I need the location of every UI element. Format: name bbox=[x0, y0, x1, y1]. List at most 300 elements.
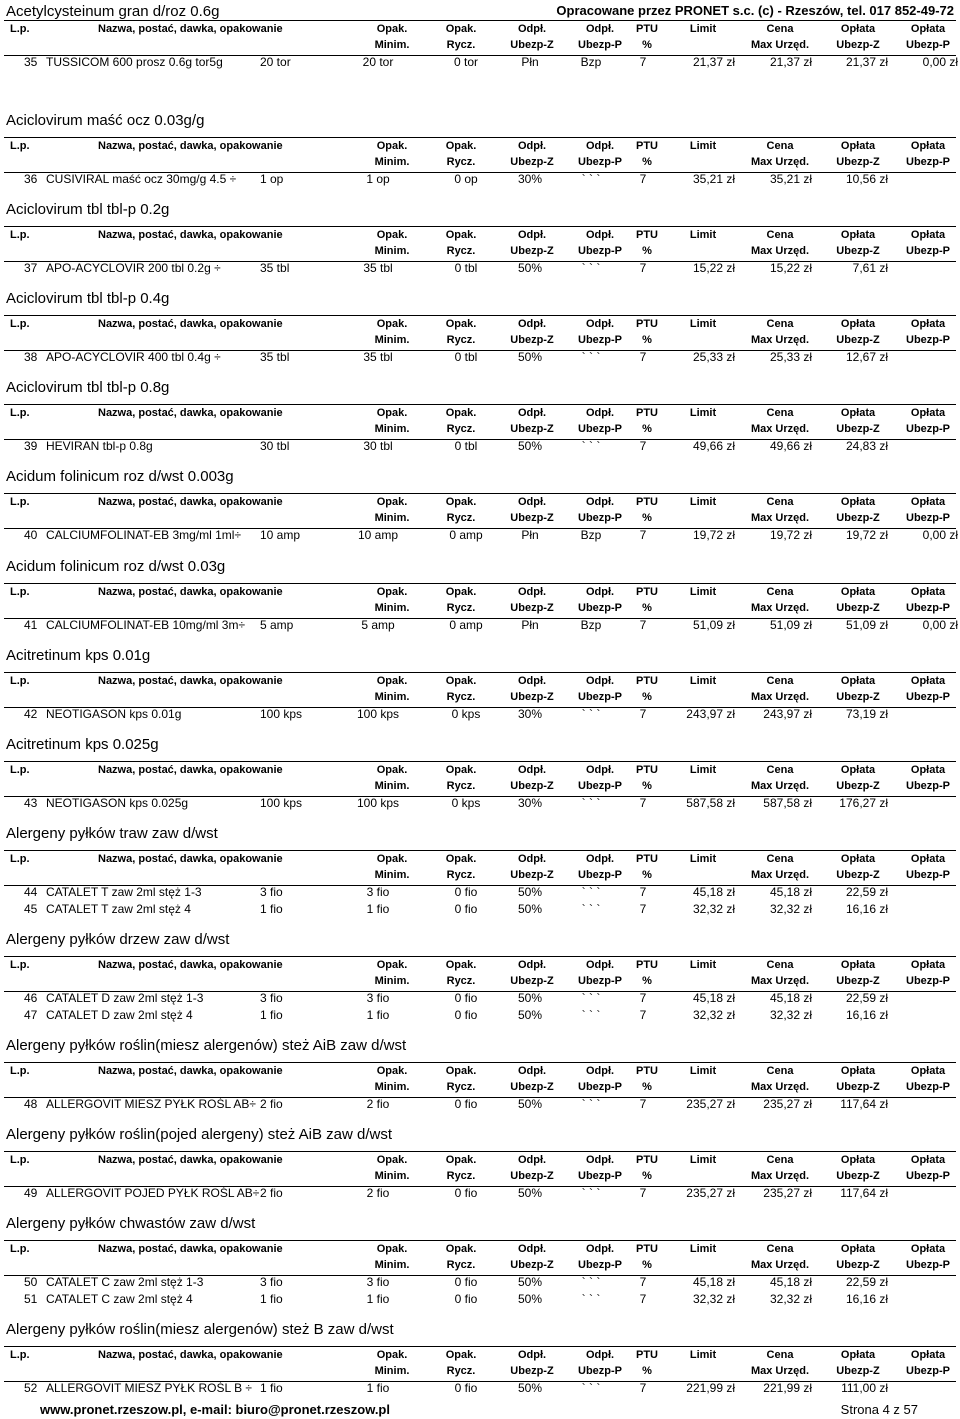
cell-opl-z: 22,59 zł bbox=[845, 885, 888, 899]
column-header: Opłata bbox=[840, 1154, 876, 1166]
column-header: Odpł. bbox=[585, 853, 615, 865]
cell-ptu: 7 bbox=[639, 350, 647, 364]
cell-opak-min: 1 fio bbox=[366, 1008, 390, 1022]
cell-opak-min: 35 tbl bbox=[363, 261, 393, 275]
column-header: % bbox=[642, 245, 652, 257]
column-header: Limit bbox=[689, 675, 717, 687]
column-header: Odpł. bbox=[585, 959, 615, 971]
cell-opak-min: 2 fio bbox=[366, 1097, 390, 1111]
cell-odpl-z: 50% bbox=[517, 991, 543, 1005]
cell-name: CATALET T zaw 2ml stęż 4 bbox=[46, 902, 191, 916]
cell-lp: 40 bbox=[24, 528, 38, 542]
cell-opak-rycz: 0 fio bbox=[454, 1275, 478, 1289]
cell-lp: 43 bbox=[24, 796, 38, 810]
cell-name: APO-ACYCLOVIR 400 tbl 0.4g ÷ bbox=[46, 350, 221, 364]
cell-opak-min: 35 tbl bbox=[363, 350, 393, 364]
column-header: Odpł. bbox=[585, 675, 615, 687]
footer-page-number: Strona 4 z 57 bbox=[840, 1402, 918, 1417]
cell-cena: 45,18 zł bbox=[769, 885, 812, 899]
cell-opak-rycz: 0 fio bbox=[454, 1186, 478, 1200]
cell-cena: 49,66 zł bbox=[769, 439, 812, 453]
column-header: Minim. bbox=[374, 1170, 410, 1182]
column-header: Opłata bbox=[840, 496, 876, 508]
cell-odpl-p: ` ` ` bbox=[581, 1381, 601, 1395]
column-header: Odpł. bbox=[585, 586, 615, 598]
column-header: Opak. bbox=[376, 496, 408, 508]
group-title: Alergeny pyłków roślin(miesz alergenów) steż AiB zaw d/wst bbox=[6, 1037, 407, 1054]
cell-ptu: 7 bbox=[639, 55, 647, 69]
cell-limit: 21,37 zł bbox=[692, 55, 735, 69]
column-header: Nazwa, postać, dawka, opakowanie bbox=[98, 1243, 283, 1255]
cell-odpl-z: 50% bbox=[517, 1381, 543, 1395]
column-header: L.p. bbox=[10, 1243, 30, 1255]
column-header: Cena bbox=[766, 496, 794, 508]
column-header: Rycz. bbox=[446, 1081, 476, 1093]
column-header: Ubezp-P bbox=[578, 691, 622, 703]
group-title: Acidum folinicum roz d/wst 0.03g bbox=[6, 558, 226, 575]
column-header: Limit bbox=[689, 959, 717, 971]
column-header: Opak. bbox=[445, 764, 477, 776]
column-header: Cena bbox=[766, 1154, 794, 1166]
cell-pack: 1 fio bbox=[260, 902, 283, 916]
column-header: Ubezp-P bbox=[906, 245, 950, 257]
column-header: Odpł. bbox=[585, 764, 615, 776]
cell-opak-min: 1 fio bbox=[366, 902, 390, 916]
group-title: Aciclovirum tbl tbl-p 0.8g bbox=[6, 379, 170, 396]
column-header: Opłata bbox=[840, 229, 876, 241]
column-header: Odpł. bbox=[517, 586, 547, 598]
table-header bbox=[4, 583, 956, 619]
column-header: Opłata bbox=[840, 959, 876, 971]
cell-limit: 51,09 zł bbox=[692, 618, 735, 632]
column-header: Opłata bbox=[840, 1349, 876, 1361]
cell-opl-z: 111,00 zł bbox=[841, 1381, 888, 1395]
column-header: Odpł. bbox=[517, 318, 547, 330]
cell-limit: 221,99 zł bbox=[686, 1381, 735, 1395]
column-header: Ubezp-Z bbox=[510, 1259, 554, 1271]
group-title: Alergeny pyłków chwastów zaw d/wst bbox=[6, 1215, 256, 1232]
cell-lp: 46 bbox=[24, 991, 38, 1005]
column-header: Opłata bbox=[910, 586, 946, 598]
column-header: Cena bbox=[766, 853, 794, 865]
table-row bbox=[0, 261, 960, 278]
column-header: Limit bbox=[689, 140, 717, 152]
cell-opl-z: 10,56 zł bbox=[845, 172, 888, 186]
cell-opak-min: 1 fio bbox=[366, 1381, 390, 1395]
column-header: Ubezp-Z bbox=[510, 691, 554, 703]
cell-opak-rycz: 0 amp bbox=[449, 528, 483, 542]
column-header: Nazwa, postać, dawka, opakowanie bbox=[98, 675, 283, 687]
cell-opl-z: 16,16 zł bbox=[845, 1292, 888, 1306]
column-header: L.p. bbox=[10, 496, 30, 508]
cell-opak-rycz: 0 kps bbox=[451, 796, 481, 810]
cell-odpl-p: ` ` ` bbox=[581, 261, 601, 275]
column-header: Opak. bbox=[445, 1154, 477, 1166]
column-header: Cena bbox=[766, 140, 794, 152]
cell-opak-rycz: 0 fio bbox=[454, 902, 478, 916]
column-header: L.p. bbox=[10, 1349, 30, 1361]
column-header: Ubezp-P bbox=[906, 1081, 950, 1093]
cell-limit: 45,18 zł bbox=[692, 1275, 735, 1289]
cell-odpl-z: Płn bbox=[521, 528, 539, 542]
column-header: Nazwa, postać, dawka, opakowanie bbox=[98, 764, 283, 776]
group-title: Acitretinum kps 0.025g bbox=[6, 736, 159, 753]
table-header bbox=[4, 1240, 956, 1276]
column-header: Ubezp-Z bbox=[510, 869, 554, 881]
column-header: Cena bbox=[766, 586, 794, 598]
column-header: Ubezp-Z bbox=[836, 1259, 880, 1271]
column-header: PTU bbox=[636, 23, 658, 35]
cell-pack: 100 kps bbox=[260, 707, 303, 721]
cell-opl-z: 22,59 zł bbox=[845, 991, 888, 1005]
cell-odpl-p: ` ` ` bbox=[581, 707, 601, 721]
column-header: Ubezp-P bbox=[906, 975, 950, 987]
cell-cena: 32,32 zł bbox=[769, 1008, 812, 1022]
column-header: Opak. bbox=[376, 853, 408, 865]
cell-limit: 32,32 zł bbox=[692, 1292, 735, 1306]
column-header: PTU bbox=[636, 1154, 658, 1166]
cell-lp: 47 bbox=[24, 1008, 38, 1022]
cell-cena: 25,33 zł bbox=[769, 350, 812, 364]
column-header: Ubezp-P bbox=[906, 423, 950, 435]
column-header: Limit bbox=[689, 586, 717, 598]
table-row bbox=[0, 1186, 960, 1203]
cell-lp: 49 bbox=[24, 1186, 38, 1200]
table-header bbox=[4, 956, 956, 992]
cell-opl-z: 117,64 zł bbox=[840, 1186, 888, 1200]
column-header: Opłata bbox=[840, 1065, 876, 1077]
cell-pack: 3 fio bbox=[260, 885, 283, 899]
column-header: Minim. bbox=[374, 39, 410, 51]
column-header: Opłata bbox=[910, 229, 946, 241]
column-header: Opak. bbox=[445, 1065, 477, 1077]
cell-limit: 45,18 zł bbox=[692, 991, 735, 1005]
column-header: Ubezp-P bbox=[578, 334, 622, 346]
column-header: % bbox=[642, 1081, 652, 1093]
column-header: Rycz. bbox=[446, 869, 476, 881]
cell-opl-p: 0,00 zł bbox=[922, 55, 958, 69]
cell-odpl-z: 50% bbox=[517, 261, 543, 275]
cell-cena: 587,58 zł bbox=[763, 796, 812, 810]
column-header: Opłata bbox=[910, 675, 946, 687]
column-header: % bbox=[642, 780, 652, 792]
column-header: Odpł. bbox=[517, 1154, 547, 1166]
column-header: Opłata bbox=[910, 318, 946, 330]
column-header: Opłata bbox=[840, 140, 876, 152]
column-header: Nazwa, postać, dawka, opakowanie bbox=[98, 853, 283, 865]
column-header: Ubezp-Z bbox=[510, 1170, 554, 1182]
column-header: Limit bbox=[689, 1065, 717, 1077]
column-header: Nazwa, postać, dawka, opakowanie bbox=[98, 407, 283, 419]
column-header: Minim. bbox=[374, 512, 410, 524]
column-header: L.p. bbox=[10, 140, 30, 152]
column-header: Ubezp-Z bbox=[836, 780, 880, 792]
table-row bbox=[0, 902, 960, 919]
column-header: Max Urzęd. bbox=[750, 1170, 810, 1182]
column-header: Opak. bbox=[376, 764, 408, 776]
cell-ptu: 7 bbox=[639, 1275, 647, 1289]
cell-opak-rycz: 0 fio bbox=[454, 1008, 478, 1022]
cell-opak-min: 3 fio bbox=[366, 1275, 390, 1289]
column-header: PTU bbox=[636, 586, 658, 598]
cell-odpl-z: Płn bbox=[521, 618, 539, 632]
column-header: PTU bbox=[636, 229, 658, 241]
column-header: Ubezp-Z bbox=[836, 1365, 880, 1377]
table-header bbox=[4, 1062, 956, 1098]
column-header: Opłata bbox=[840, 318, 876, 330]
column-header: Ubezp-P bbox=[578, 512, 622, 524]
cell-ptu: 7 bbox=[639, 1097, 647, 1111]
cell-lp: 42 bbox=[24, 707, 38, 721]
column-header: Odpł. bbox=[517, 675, 547, 687]
cell-ptu: 7 bbox=[639, 439, 647, 453]
column-header: Rycz. bbox=[446, 602, 476, 614]
cell-odpl-p: Bzp bbox=[580, 55, 602, 69]
column-header: Opak. bbox=[376, 407, 408, 419]
cell-opak-rycz: 0 tor bbox=[453, 55, 479, 69]
cell-cena: 35,21 zł bbox=[769, 172, 812, 186]
column-header: % bbox=[642, 1259, 652, 1271]
table-header bbox=[4, 1346, 956, 1382]
column-header: L.p. bbox=[10, 586, 30, 598]
cell-pack: 10 amp bbox=[260, 528, 301, 542]
column-header: L.p. bbox=[10, 407, 30, 419]
cell-opl-p: 0,00 zł bbox=[922, 618, 958, 632]
cell-odpl-z: 50% bbox=[517, 1008, 543, 1022]
column-header: Rycz. bbox=[446, 245, 476, 257]
column-header: Ubezp-Z bbox=[836, 975, 880, 987]
table-row bbox=[0, 991, 960, 1008]
cell-opak-rycz: 0 tbl bbox=[454, 439, 478, 453]
cell-name: APO-ACYCLOVIR 200 tbl 0.2g ÷ bbox=[46, 261, 221, 275]
cell-pack: 1 fio bbox=[260, 1381, 283, 1395]
cell-opak-rycz: 0 fio bbox=[454, 1292, 478, 1306]
column-header: Opak. bbox=[376, 1349, 408, 1361]
column-header: Opłata bbox=[840, 407, 876, 419]
cell-lp: 39 bbox=[24, 439, 38, 453]
column-header: Ubezp-Z bbox=[510, 39, 554, 51]
column-header: Ubezp-P bbox=[906, 1259, 950, 1271]
column-header: PTU bbox=[636, 140, 658, 152]
cell-odpl-z: 50% bbox=[517, 1097, 543, 1111]
column-header: Opłata bbox=[840, 764, 876, 776]
group-title: Aciclovirum maść ocz 0.03g/g bbox=[6, 112, 205, 129]
table-header bbox=[4, 493, 956, 529]
cell-pack: 35 tbl bbox=[260, 350, 290, 364]
cell-odpl-z: 30% bbox=[517, 796, 543, 810]
cell-opak-rycz: 0 op bbox=[454, 172, 478, 186]
cell-pack: 30 tbl bbox=[260, 439, 290, 453]
cell-lp: 41 bbox=[24, 618, 38, 632]
cell-opak-rycz: 0 tbl bbox=[454, 261, 478, 275]
column-header: Ubezp-P bbox=[906, 334, 950, 346]
cell-ptu: 7 bbox=[639, 618, 647, 632]
cell-limit: 15,22 zł bbox=[692, 261, 735, 275]
cell-cena: 243,97 zł bbox=[763, 707, 812, 721]
column-header: Rycz. bbox=[446, 156, 476, 168]
column-header: Ubezp-Z bbox=[836, 691, 880, 703]
cell-ptu: 7 bbox=[639, 1186, 647, 1200]
column-header: Cena bbox=[766, 23, 794, 35]
column-header: Nazwa, postać, dawka, opakowanie bbox=[98, 229, 283, 241]
column-header: Ubezp-P bbox=[906, 512, 950, 524]
cell-odpl-p: Bzp bbox=[580, 618, 602, 632]
table-row bbox=[0, 618, 960, 635]
column-header: Opak. bbox=[445, 959, 477, 971]
column-header: Opak. bbox=[445, 318, 477, 330]
column-header: Ubezp-P bbox=[578, 156, 622, 168]
column-header: Limit bbox=[689, 229, 717, 241]
cell-ptu: 7 bbox=[639, 1292, 647, 1306]
group-title: Alergeny pyłków traw zaw d/wst bbox=[6, 825, 218, 842]
cell-opak-min: 3 fio bbox=[366, 885, 390, 899]
column-header: Opak. bbox=[376, 586, 408, 598]
column-header: PTU bbox=[636, 1243, 658, 1255]
column-header: PTU bbox=[636, 764, 658, 776]
column-header: Limit bbox=[689, 853, 717, 865]
cell-limit: 235,27 zł bbox=[686, 1097, 735, 1111]
column-header: Ubezp-P bbox=[906, 1365, 950, 1377]
column-header: Rycz. bbox=[446, 512, 476, 524]
cell-cena: 51,09 zł bbox=[769, 618, 812, 632]
column-header: Odpł. bbox=[517, 496, 547, 508]
cell-cena: 15,22 zł bbox=[769, 261, 812, 275]
column-header: Opak. bbox=[376, 1243, 408, 1255]
column-header: Opak. bbox=[376, 140, 408, 152]
cell-ptu: 7 bbox=[639, 991, 647, 1005]
column-header: Opak. bbox=[376, 1154, 408, 1166]
column-header: Opak. bbox=[376, 675, 408, 687]
column-header: PTU bbox=[636, 853, 658, 865]
column-header: L.p. bbox=[10, 1065, 30, 1077]
column-header: Odpł. bbox=[517, 764, 547, 776]
column-header: Odpł. bbox=[585, 229, 615, 241]
cell-odpl-z: 50% bbox=[517, 1292, 543, 1306]
column-header: Odpł. bbox=[517, 23, 547, 35]
table-row bbox=[0, 1008, 960, 1025]
column-header: Rycz. bbox=[446, 691, 476, 703]
column-header: Max Urzęd. bbox=[750, 602, 810, 614]
cell-opl-z: 51,09 zł bbox=[845, 618, 888, 632]
column-header: Opak. bbox=[376, 318, 408, 330]
column-header: L.p. bbox=[10, 853, 30, 865]
column-header: Opłata bbox=[910, 1065, 946, 1077]
column-header: Ubezp-P bbox=[578, 245, 622, 257]
cell-opl-z: 16,16 zł bbox=[845, 902, 888, 916]
column-header: Nazwa, postać, dawka, opakowanie bbox=[98, 23, 283, 35]
column-header: Opłata bbox=[910, 1243, 946, 1255]
table-header bbox=[4, 1151, 956, 1187]
cell-name: CATALET C zaw 2ml stęż 1-3 bbox=[46, 1275, 204, 1289]
table-row bbox=[0, 350, 960, 367]
cell-name: CALCIUMFOLINAT-EB 3mg/ml 1ml÷ bbox=[46, 528, 242, 542]
column-header: Ubezp-P bbox=[578, 1365, 622, 1377]
column-header: L.p. bbox=[10, 23, 30, 35]
cell-lp: 37 bbox=[24, 261, 38, 275]
column-header: Odpł. bbox=[585, 1154, 615, 1166]
column-header: Nazwa, postać, dawka, opakowanie bbox=[98, 1349, 283, 1361]
column-header: Limit bbox=[689, 318, 717, 330]
column-header: Nazwa, postać, dawka, opakowanie bbox=[98, 959, 283, 971]
cell-lp: 44 bbox=[24, 885, 38, 899]
column-header: Limit bbox=[689, 1243, 717, 1255]
cell-pack: 5 amp bbox=[260, 618, 294, 632]
column-header: Nazwa, postać, dawka, opakowanie bbox=[98, 140, 283, 152]
column-header: Ubezp-P bbox=[578, 975, 622, 987]
column-header: Nazwa, postać, dawka, opakowanie bbox=[98, 586, 283, 598]
column-header: Limit bbox=[689, 764, 717, 776]
column-header: Minim. bbox=[374, 602, 410, 614]
column-header: Ubezp-Z bbox=[836, 39, 880, 51]
cell-ptu: 7 bbox=[639, 885, 647, 899]
column-header: Cena bbox=[766, 318, 794, 330]
column-header: Opłata bbox=[840, 23, 876, 35]
column-header: Cena bbox=[766, 1243, 794, 1255]
column-header: PTU bbox=[636, 318, 658, 330]
group-title: Aciclovirum tbl tbl-p 0.2g bbox=[6, 201, 170, 218]
cell-pack: 2 fio bbox=[260, 1186, 283, 1200]
column-header: Opak. bbox=[445, 853, 477, 865]
column-header: Odpł. bbox=[517, 140, 547, 152]
column-header: Cena bbox=[766, 1065, 794, 1077]
cell-opak-min: 30 tbl bbox=[363, 439, 393, 453]
column-header: Ubezp-P bbox=[906, 691, 950, 703]
column-header: Opak. bbox=[376, 1065, 408, 1077]
cell-opak-rycz: 0 fio bbox=[454, 1097, 478, 1111]
cell-name: CATALET T zaw 2ml stęż 1-3 bbox=[46, 885, 202, 899]
cell-opl-z: 24,83 zł bbox=[845, 439, 888, 453]
cell-odpl-p: Bzp bbox=[580, 528, 602, 542]
column-header: Odpł. bbox=[585, 1349, 615, 1361]
column-header: Limit bbox=[689, 496, 717, 508]
group-title: Alergeny pyłków drzew zaw d/wst bbox=[6, 931, 230, 948]
column-header: Ubezp-P bbox=[578, 1259, 622, 1271]
column-header: Ubezp-P bbox=[906, 869, 950, 881]
column-header: Ubezp-Z bbox=[510, 156, 554, 168]
cell-opak-rycz: 0 fio bbox=[454, 885, 478, 899]
cell-odpl-z: Płn bbox=[521, 55, 539, 69]
column-header: Ubezp-Z bbox=[510, 245, 554, 257]
cell-limit: 32,32 zł bbox=[692, 1008, 735, 1022]
column-header: PTU bbox=[636, 1065, 658, 1077]
table-header bbox=[4, 850, 956, 886]
cell-ptu: 7 bbox=[639, 1008, 647, 1022]
column-header: Minim. bbox=[374, 780, 410, 792]
column-header: Odpł. bbox=[517, 407, 547, 419]
cell-name: CATALET D zaw 2ml stęż 4 bbox=[46, 1008, 193, 1022]
column-header: Odpł. bbox=[517, 853, 547, 865]
column-header: Opłata bbox=[840, 586, 876, 598]
column-header: Minim. bbox=[374, 245, 410, 257]
cell-odpl-p: ` ` ` bbox=[581, 350, 601, 364]
cell-odpl-z: 50% bbox=[517, 439, 543, 453]
column-header: Opłata bbox=[910, 959, 946, 971]
column-header: Max Urzęd. bbox=[750, 1365, 810, 1377]
column-header: Minim. bbox=[374, 1365, 410, 1377]
cell-ptu: 7 bbox=[639, 796, 647, 810]
table-row bbox=[0, 439, 960, 456]
column-header: Ubezp-Z bbox=[510, 780, 554, 792]
column-header: Ubezp-Z bbox=[836, 1170, 880, 1182]
column-header: Ubezp-P bbox=[578, 780, 622, 792]
column-header: Ubezp-P bbox=[906, 780, 950, 792]
column-header: Ubezp-Z bbox=[836, 334, 880, 346]
cell-lp: 48 bbox=[24, 1097, 38, 1111]
table-row bbox=[0, 1275, 960, 1292]
column-header: Opłata bbox=[910, 764, 946, 776]
table-header bbox=[4, 761, 956, 797]
cell-odpl-p: ` ` ` bbox=[581, 1186, 601, 1200]
